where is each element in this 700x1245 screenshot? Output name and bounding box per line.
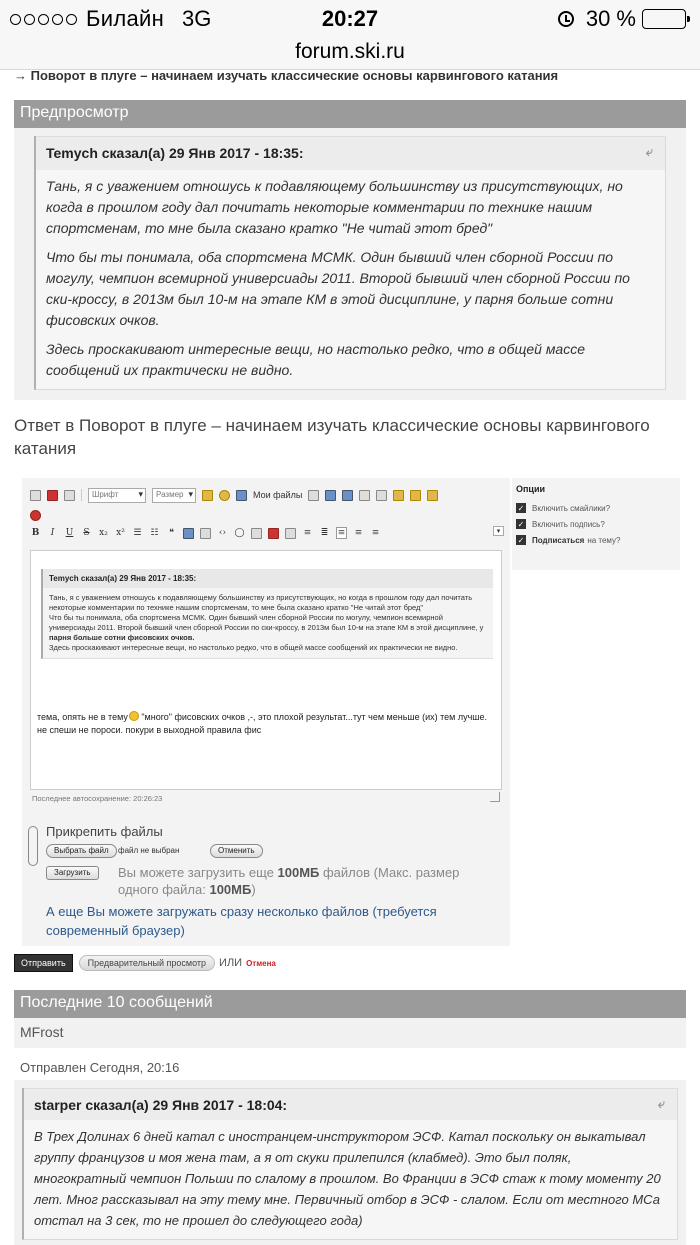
- smiley-icon[interactable]: [219, 490, 230, 501]
- superscript-icon[interactable]: x²: [116, 528, 125, 538]
- battery-icon: [642, 9, 686, 29]
- align-full-icon[interactable]: ≡: [371, 528, 380, 538]
- cancel-attach-button[interactable]: Отменить: [210, 844, 263, 858]
- align-left-icon[interactable]: ≡: [303, 528, 312, 538]
- address-bar-url[interactable]: forum.ski.ru: [295, 40, 405, 63]
- bullet-list-icon[interactable]: ☷: [150, 528, 159, 538]
- copy-icon[interactable]: [376, 490, 387, 501]
- upload-note-max: 100МБ: [209, 882, 252, 897]
- upload-note: [118, 864, 498, 898]
- clock: 20:27: [321, 6, 379, 31]
- strike-icon[interactable]: S: [83, 528, 90, 538]
- editor-quote-body: [43, 588, 493, 658]
- paste-icon[interactable]: [393, 490, 404, 501]
- editor-quote-p2: [49, 613, 487, 643]
- replace-icon[interactable]: [325, 490, 336, 501]
- collapse-toolbar-icon[interactable]: ▾: [493, 526, 504, 536]
- quote-header: [24, 1088, 677, 1120]
- numbered-list-icon[interactable]: ☰: [133, 528, 142, 538]
- signal-dots-icon: [10, 14, 77, 25]
- no-file-label: файл не выбран: [118, 846, 180, 855]
- editor-quote-p2-text: Что бы ты понимала, оба спортсмена МСМК. Один бывший член сборной России по могулу, чемпион всемирной универсиады 2011. Второй бывший член сборной России по ски-кроссу, в 2013м был 10-м на этапе КМ в этой дисциплине, у: [49, 613, 484, 632]
- options-panel: [512, 478, 680, 570]
- submit-row: [14, 954, 276, 972]
- post-quote: [22, 1088, 678, 1240]
- my-files-button[interactable]: Мои файлы: [253, 490, 303, 500]
- checkbox-checked-icon[interactable]: ✓: [517, 520, 525, 529]
- post-author[interactable]: MFrost: [20, 1024, 64, 1040]
- size-select[interactable]: Размер ▾: [152, 488, 196, 503]
- editor-panel: [22, 478, 510, 946]
- status-bar: [0, 0, 700, 70]
- source-icon[interactable]: [30, 490, 41, 501]
- align-right-icon[interactable]: ≡: [354, 528, 363, 538]
- quote-paragraph: Тань, я с уважением отношусь к подавляющему большинству из присутствующих, но когда в прошлом году дал почитать некоторые комментарии по технике нашим спортсменам, то мне была сказано кратко "Не читай этот бред": [46, 178, 623, 236]
- editor-quote-p3: Здесь проскакивают интересные вещи, но настолько редко, что в общей массе сообщений их практически не видно.: [49, 643, 458, 652]
- bold-icon[interactable]: B: [31, 528, 40, 538]
- italic-icon[interactable]: I: [50, 528, 55, 538]
- editor-quote-p1: Тань, я с уважением отношусь к подавляющему большинству из присутствующих, но когда в прошлом году дал почитать некоторые комментарии по технике нашим спортсменам, то мне была сказано кратко "Не читай этот бред": [49, 593, 473, 612]
- carrier-info: [10, 6, 211, 32]
- undo-icon[interactable]: [342, 490, 353, 501]
- option-subscribe[interactable]: [512, 532, 680, 548]
- table-icon[interactable]: [64, 490, 75, 501]
- quote-return-icon[interactable]: ⤶: [657, 1096, 665, 1111]
- font-select[interactable]: Шрифт ▾: [88, 488, 146, 503]
- redo-icon[interactable]: [359, 490, 370, 501]
- link-icon[interactable]: [183, 528, 194, 539]
- paste-word-icon[interactable]: [427, 490, 438, 501]
- upload-note-text: файлов (Макс. размер одного файла:: [118, 865, 460, 897]
- editor-message-text[interactable]: [37, 711, 497, 737]
- carrier-name: Билайн: [86, 6, 165, 31]
- preview-quote: [34, 136, 666, 390]
- editor-toolbar: [30, 484, 504, 542]
- subscript-icon[interactable]: x₂: [99, 528, 108, 538]
- preview-box: [14, 128, 686, 400]
- autosave-status: Последнее автосохранение: 20:26:23: [32, 794, 163, 803]
- quote-icon[interactable]: ❝: [169, 528, 174, 538]
- upload-note-text: ): [251, 882, 256, 897]
- quote-return-icon[interactable]: ⤶: [645, 144, 653, 159]
- underline-icon[interactable]: U: [65, 528, 74, 538]
- upload-note-text: Вы можете загрузить еще: [118, 865, 278, 880]
- code-icon[interactable]: ‹›: [218, 528, 227, 538]
- youtube-icon[interactable]: [268, 528, 279, 539]
- option-smileys[interactable]: [512, 500, 680, 516]
- alarm-icon: [558, 11, 574, 27]
- checkbox-checked-icon[interactable]: ✓: [517, 504, 525, 513]
- battery-info: [558, 6, 686, 32]
- image-icon[interactable]: [200, 528, 211, 539]
- preview-header: Предпросмотр: [14, 100, 686, 128]
- editor-quote: [41, 569, 493, 659]
- editor-quote-author: Temych сказал(а) 29 Янв 2017 - 18:35:: [43, 569, 493, 588]
- cancel-link[interactable]: Отмена: [246, 958, 276, 968]
- paste-text-icon[interactable]: [410, 490, 421, 501]
- quote-body: В Трех Долинах 6 дней катал с иностранцем-инструктором ЭСФ. Катал поскольку он выкатывал группу французов и моя жена там, а я от скуки прилепился (клабмед). Это был поляк, многократный чемпион Польши по слалому в прошлом. Во Франции в ЭСФ стаж к тому моменту 20 лет. Мног рассказывал на эту тему мне. Первичный отбор в ЭСФ - слалом. Если от местного МСа отстал на 3 сек, то не прошел до следующего года): [34, 1129, 661, 1228]
- reply-title: Ответ в Поворот в плуге – начинаем изучать классические основы карвингового катания: [14, 416, 650, 458]
- battery-percent: 30 %: [585, 6, 636, 31]
- preview-button[interactable]: Предварительный просмотр: [79, 955, 215, 971]
- quote-body: [36, 170, 665, 389]
- save-icon[interactable]: [285, 528, 296, 539]
- attach-title: Прикрепить файлы: [46, 824, 163, 839]
- option-label: на тему?: [587, 535, 621, 545]
- text-color-icon[interactable]: [202, 490, 213, 501]
- message-text-part: "много" фисовских очков ,-, это плохой результат...тут чем меньше (их) тем лучше. не спеши не пороси. покури в выходной правила фис: [37, 712, 488, 735]
- upload-note-limit: 100МБ: [277, 865, 320, 880]
- last-posts: [14, 1018, 686, 1245]
- quote-paragraph: Что бы ты понимала, оба спортсмена МСМК. Один бывший член сборной России по могулу, чемпион всемирной универсиады 2011. Второй бывший член сборной России по ски-кроссу, в 2013м был 10-м на этапе КМ в этой дисциплине, у парня больше сотни фисовских очков.: [46, 249, 630, 328]
- quote-paragraph: Здесь проскакивают интересные вещи, но настолько редко, что в общей массе сообщений их практически не видно.: [46, 341, 586, 378]
- send-button[interactable]: Отправить: [14, 954, 73, 972]
- quote-header: [36, 136, 665, 170]
- binoculars-icon[interactable]: [308, 490, 319, 501]
- or-label: ИЛИ: [219, 957, 243, 969]
- paperclip-icon: [28, 826, 38, 866]
- align-justify-icon[interactable]: ≡: [337, 528, 346, 538]
- resize-handle-icon[interactable]: [490, 792, 500, 802]
- editor-quote-p2-bold: парня больше сотни фисовских очков.: [49, 633, 195, 642]
- last-posts-header: Последние 10 сообщений: [14, 990, 686, 1018]
- option-label: Включить смайлики?: [532, 503, 611, 513]
- toolbar-separator: [81, 489, 82, 501]
- multi-upload-link[interactable]: А еще Вы можете загружать сразу несколько файлов (требуется современный браузер): [46, 904, 437, 938]
- quote-author: Temych сказал(а) 29 Янв 2017 - 18:35:: [46, 145, 304, 161]
- option-label: Включить подпись?: [532, 519, 605, 529]
- choose-file-button[interactable]: Выбрать файл: [46, 844, 117, 858]
- options-header: Опции: [516, 484, 546, 494]
- breadcrumb[interactable]: → Поворот в плуге – начинаем изучать классические основы карвингового катания: [14, 68, 559, 83]
- quote-author: starper сказал(а) 29 Янв 2017 - 18:04:: [34, 1097, 288, 1113]
- align-center-icon[interactable]: ≣: [320, 528, 329, 538]
- files-icon[interactable]: [236, 490, 247, 501]
- option-signature[interactable]: [512, 516, 680, 532]
- upload-button[interactable]: Загрузить: [46, 866, 99, 880]
- spoiler-icon[interactable]: ◯: [234, 528, 245, 538]
- message-text-part: тема, опять не в тему: [37, 712, 128, 722]
- media-icon[interactable]: [251, 528, 262, 539]
- editor-textarea[interactable]: [30, 550, 502, 790]
- option-label-bold: Подписаться: [532, 535, 585, 545]
- spellcheck-icon[interactable]: [30, 510, 41, 521]
- laugh-smiley-icon: [129, 711, 139, 721]
- checkbox-checked-icon[interactable]: ✓: [517, 536, 525, 545]
- network-type: 3G: [182, 6, 212, 31]
- eraser-icon[interactable]: [47, 490, 58, 501]
- post-date: Отправлен Сегодня, 20:16: [20, 1060, 180, 1075]
